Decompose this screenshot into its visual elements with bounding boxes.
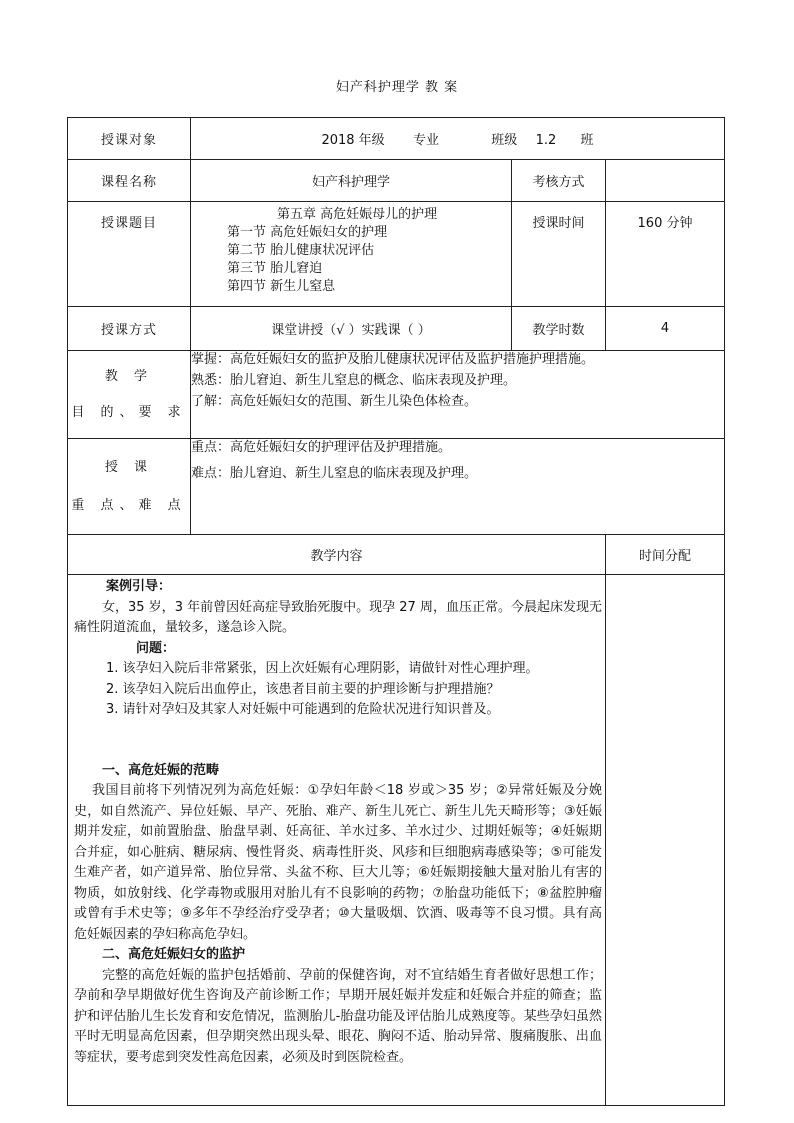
hours-label: 教学时数: [512, 307, 606, 351]
hours-value: 4: [606, 307, 725, 351]
row-header: [68, 535, 725, 575]
lesson-plan-table: [67, 117, 725, 1106]
key-line: 难点：胎儿窘迫、新生儿窒息的临床表现及护理。: [191, 466, 478, 481]
row-course: [68, 160, 725, 202]
row-method: [68, 307, 725, 351]
topic-line: 第三节 胎儿窘迫: [227, 261, 323, 276]
method-label: 授课方式: [68, 307, 191, 351]
key-line: 重点：高危妊娠妇女的护理评估及护理措施。: [191, 440, 452, 455]
goals-lines: [191, 351, 725, 439]
topic-lines: [191, 202, 512, 307]
key-label-line: 重 点、难 点: [71, 497, 187, 513]
topic-line: 第四节 新生儿窒息: [227, 279, 336, 294]
major-label: 专业: [412, 133, 439, 148]
row-key: [68, 439, 725, 535]
teaching-content: [68, 575, 606, 1106]
row-content: [68, 575, 725, 1106]
section1-text: 我国目前将下列情况列为高危妊娠：①孕妇年龄＜18 岁或＞35 岁；②异常妊娠及分娩史，如自然流产、异位妊娠、早产、死胎、难产、新生儿死亡、新生儿先天畸形等；③妊娠期并发症，如前置胎盘、胎盘早剥、妊高征、羊水过多、羊水过少、过期妊娠等；④妊娠期合并症，如心脏病、糖尿病、慢性肾炎、病毒性肝炎、风疹和巨细胞病毒感染等；⑤可能发生难产者，如产道异常、胎位异常、头盆不称、巨大儿等；⑥妊娠期接触大量对胎儿有害的物质，如放射线、化学毒物或服用对胎儿有不良影响的药物；⑦胎盘功能低下；⑧盆腔肿瘤或曾有手术史等；⑨多年不孕经治疗受孕者；⑩大量吸烟、饮酒、吸毒等不良习惯。具有高危妊娠因素的孕妇称高危孕妇。: [74, 783, 602, 942]
question-title: 问题：: [136, 640, 176, 656]
time-value: 160 分钟: [606, 202, 725, 307]
course-label: 课程名称: [68, 160, 191, 202]
class-value: 1.2: [535, 133, 557, 148]
section2-text: 完整的高危妊娠的监护包括婚前、孕前的保健咨询，对不宜结婚生育者做好思想工作；孕前和孕早期做好优生咨询及产前诊断工作；早期开展妊娠并发症和妊娠合并症的筛查；监护和评估胎儿生长发育和安危情况，监测胎儿-胎盘功能及评估胎儿成熟度等。某些孕妇虽然平时无明显高危因素，但孕期突然出现头晕、眼花、胸闷不适、胎动异常、腹痛腹胀、出血等症状，要考虑到突发性高危因素，必须及时到医院检查。: [74, 967, 602, 1065]
topic-line: 第二节 胎儿健康状况评估: [227, 243, 375, 258]
goals-label-line: 目 的、要 求: [71, 404, 187, 420]
target-label: 授课对象: [68, 118, 191, 160]
topic-line: 第五章 高危妊娠母儿的护理: [277, 207, 438, 222]
grade-value: 2018 年级: [321, 133, 385, 148]
question: 2. 该孕妇入院后出血停止，该患者目前主要的护理诊断与护理措施？: [106, 681, 500, 697]
course-value: 妇产科护理学: [191, 160, 512, 202]
row-topic: [68, 202, 725, 307]
assess-label: 考核方式: [512, 160, 606, 202]
case-title: 案例引导：: [106, 579, 172, 594]
goals-label-line: 教 学: [104, 368, 154, 384]
row-target: [68, 118, 725, 160]
target-value: [191, 118, 725, 160]
method-value: 课堂讲授（√ ）实践课（ ）: [191, 307, 512, 351]
question: 1. 该孕妇入院后非常紧张，因上次妊娠有心理阴影，请做针对性心理护理。: [106, 661, 539, 676]
content-header: 教学内容: [68, 535, 606, 575]
question: 3. 请针对孕妇及其家人对妊娠中可能遇到的危险状况进行知识普及。: [106, 702, 500, 717]
topic-label: 授课题目: [68, 202, 191, 307]
section1-title: 一、高危妊娠的范畴: [102, 762, 220, 778]
goal-line: 熟悉：胎儿窘迫、新生儿窒息的概念、临床表现及护理。: [191, 373, 517, 388]
document-title: 妇产科护理学 教 案: [335, 80, 459, 95]
key-label: [68, 439, 191, 535]
topic-line: 第一节 高危妊娠妇女的护理: [227, 225, 388, 240]
section2-title: 二、高危妊娠妇女的监护: [102, 947, 246, 962]
key-label-line: 授 课: [104, 459, 154, 475]
class-suffix: 班: [580, 133, 594, 148]
assess-value: [606, 160, 725, 202]
key-lines: [191, 439, 725, 535]
time-allocation-cell: [606, 575, 725, 1106]
time-allocation-header: 时间分配: [606, 535, 725, 575]
class-label: 班级: [491, 133, 518, 148]
goal-line: 掌握：高危妊娠妇女的监护及胎儿健康状况评估及监护措施护理措施。: [191, 352, 595, 367]
case-text: 女，35 岁，3 年前曾因妊高症导致胎死腹中。现孕 27 周，血压正常。今晨起床发现无痛性阴道流血，量较多，遂急诊入院。: [74, 599, 602, 635]
goal-line: 了解：高危妊娠妇女的范围、新生儿染色体检查。: [191, 394, 478, 409]
time-label: 授课时间: [512, 202, 606, 307]
goals-label: [68, 351, 191, 439]
row-goals: [68, 351, 725, 439]
